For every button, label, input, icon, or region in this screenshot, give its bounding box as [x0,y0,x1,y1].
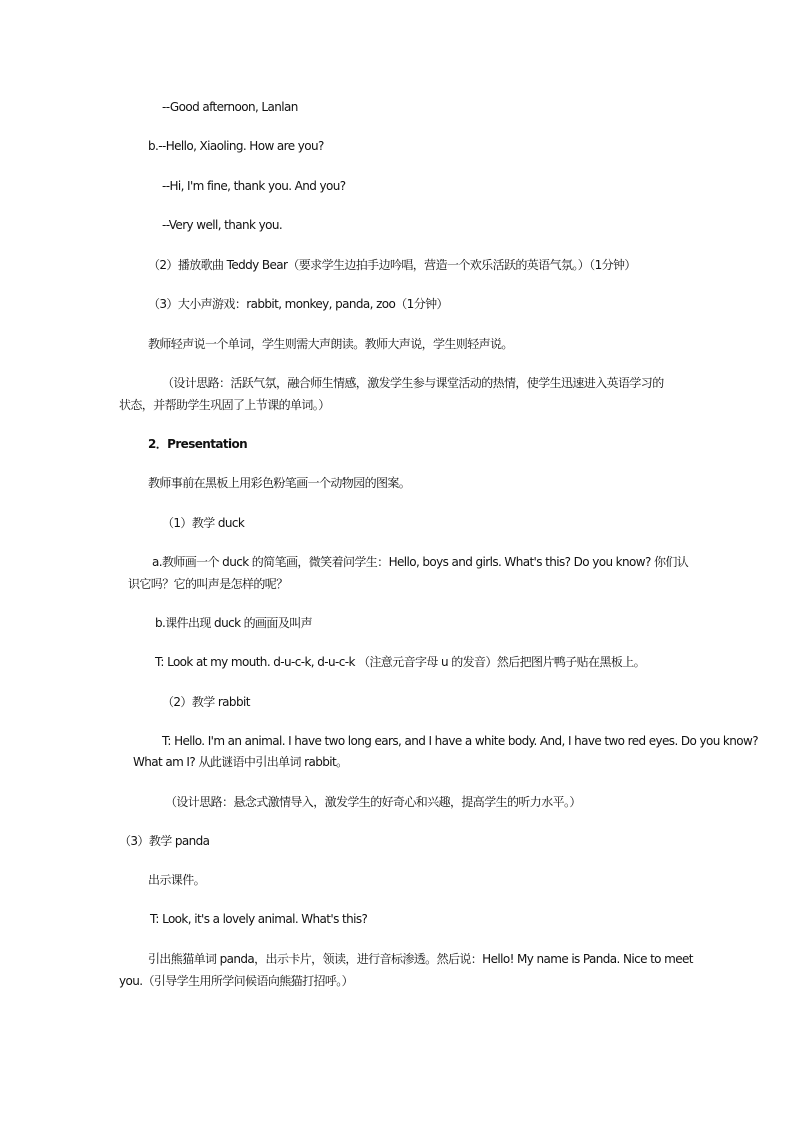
riddle-line: What am I? 从此谜语中引出单词 rabbit。 [133,755,348,769]
body-paragraph: T: Look at my mouth. d-u-c-k, d-u-c-k （注意元音字母 u 的发音）然后把图片鸭子贴在黑板上。 [155,655,646,669]
step-heading: （2）教学 rabbit [162,695,250,709]
design-note-line: 状态，并帮助学生巩固了上节课的单词。） [119,398,330,412]
riddle-line: T: Hello. I'm an animal. I have two long ears, and I have a white body. And, I have two red eyes. Do you know? [162,734,759,748]
step-paragraph: （2）播放歌曲 Teddy Bear（要求学生边拍手边吟唱，营造一个欢乐活跃的英语气氛。）（1分钟） [148,258,636,272]
dialogue-line: --Very well, thank you. [162,218,283,232]
body-paragraph: you.（引导学生用所学问候语向熊猫打招呼。） [119,974,354,988]
body-paragraph: 出示课件。 [148,873,206,887]
body-paragraph: T: Look, it's a lovely animal. What's this? [150,912,368,926]
body-paragraph: 识它吗？它的叫声是怎样的呢？ [128,577,288,591]
section-heading: 2．Presentation [148,437,248,451]
design-note-line: （设计思路：悬念式激情导入，激发学生的好奇心和兴趣，提高学生的听力水平。） [165,795,581,809]
body-paragraph: a.教师画一个 duck 的简笔画，微笑着问学生：Hello, boys and girls. What's this? Do you know? 你们认 [152,555,689,569]
step-paragraph: （3）大小声游戏：rabbit, monkey, panda, zoo（1分钟） [148,297,448,311]
body-paragraph: 教师轻声说一个单词，学生则需大声朗读。教师大声说，学生则轻声说。 [148,337,513,351]
dialogue-line: --Hi, I'm fine, thank you. And you? [162,179,346,193]
step-heading: （1）教学 duck [162,516,245,530]
dialogue-line: --Good afternoon, Lanlan [162,100,298,114]
body-paragraph: b.课件出现 duck 的画面及叫声 [155,616,313,630]
step-heading: （3）教学 panda [119,834,210,848]
body-paragraph: 引出熊猫单词 panda，出示卡片，领读，进行音标渗透。然后说：Hello! My name is Panda. Nice to meet [148,952,693,966]
dialogue-line: b.--Hello, Xiaoling. How are you? [148,139,324,153]
body-paragraph: 教师事前在黑板上用彩色粉笔画一个动物园的图案。 [148,476,411,490]
design-note-line: （设计思路：活跃气氛，融合师生情感，激发学生参与课堂活动的热情，使学生迅速进入英语学习的 [162,376,664,390]
